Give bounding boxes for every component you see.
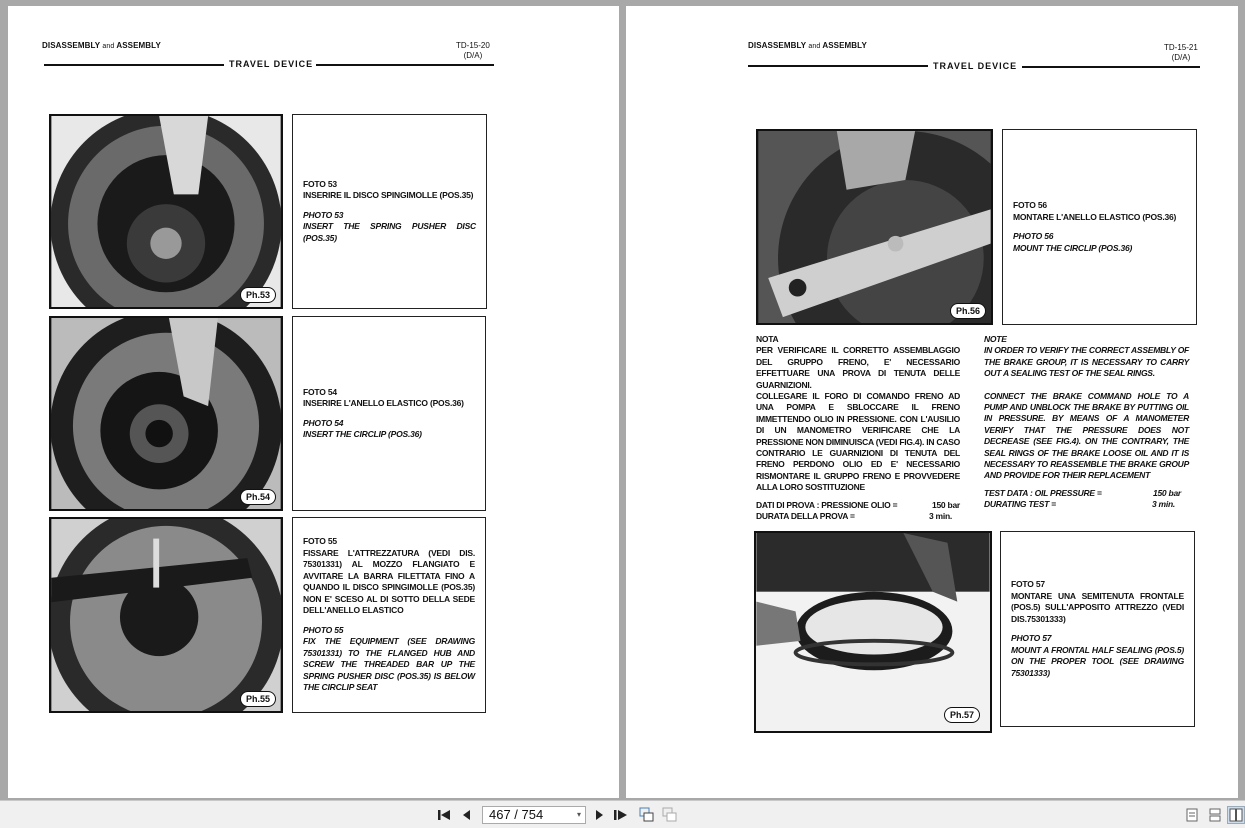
fit-width-button[interactable]	[661, 806, 679, 824]
caption-title-it: FOTO 57	[1011, 579, 1045, 589]
page-code-sub: (D/A)	[463, 51, 483, 60]
photo-label: Ph.54	[240, 489, 276, 505]
caption-text-it: INSERIRE IL DISCO SPINGIMOLLE (POS.35)	[303, 190, 474, 201]
photo-label: Ph.56	[950, 303, 986, 319]
fit-page-icon	[639, 807, 655, 823]
caption-title-en: PHOTO 56	[1013, 231, 1054, 241]
test-data-label: DURATING TEST =	[984, 499, 1056, 510]
previous-page-button[interactable]	[458, 806, 476, 824]
page-code-number: TD-15-20	[456, 41, 490, 50]
last-page-icon	[614, 809, 628, 821]
test-data-value: 150 bar	[931, 499, 960, 510]
caption-text-en: MOUNT A FRONTAL HALF SEALING (POS.5) ON THE PROPER TOOL (SEE DRAWING 75301333)	[1011, 644, 1184, 678]
test-data-row	[984, 488, 1189, 499]
caption-text-it: INSERIRE L'ANELLO ELASTICO (POS.36)	[303, 398, 464, 408]
caption-title-en: PHOTO 53	[303, 209, 344, 220]
test-data-value: 3 min.	[928, 511, 952, 522]
caption-box	[292, 114, 487, 309]
photo-ph53	[49, 114, 283, 309]
caption-title-it: FOTO 55	[303, 536, 337, 547]
continuous-page-icon	[1209, 808, 1221, 822]
header-text: DISASSEMBLY	[42, 41, 101, 50]
page-number-selector[interactable]	[482, 806, 586, 824]
page-code	[456, 41, 490, 61]
two-page-view-button[interactable]	[1227, 806, 1245, 824]
photo-ph57	[754, 531, 992, 733]
note-paragraph: CONNECT THE BRAKE COMMAND HOLE TO A PUMP AND UNBLOCK THE BRAKE BY PUTTING OIL IN PRESSURE. BY MEANS OF A MANOMETER VERIFY THAT THE PRESSURE DOES NOT DECREASE (SEE FIG.4). ON THE CONTRARY, THE SEAL RINGS OF THE BRAKE LOOSE OIL AND IT IS NECESSARY TO REASSEMBLE THE BRAKE GROUP AND PROVIDE FOR THEIR REPLACEMENT	[984, 390, 1189, 481]
page-code-sub: (D/A)	[1171, 53, 1191, 62]
section-title: TRAVEL DEVICE	[933, 61, 1018, 71]
test-data-value: 3 min.	[1151, 499, 1175, 510]
two-page-icon	[1229, 808, 1243, 822]
note-paragraph: PER VERIFICARE IL CORRETTO ASSEMBLAGGIO DEL GRUPPO FRENO, E' NECESSARIO EFFETTUARE UNA PROVA DI TENUTA DELLE GUARNIZIONI.	[756, 345, 960, 390]
caption-box	[1002, 129, 1197, 325]
test-data-label: TEST DATA : OIL PRESSURE =	[984, 487, 1102, 498]
test-data-label: DATI DI PROVA : PRESSIONE OLIO =	[756, 499, 898, 510]
fit-page-button[interactable]	[638, 806, 656, 824]
seal-ring-photo	[756, 533, 990, 731]
last-page-button[interactable]	[612, 806, 630, 824]
caption-box	[292, 316, 486, 511]
page-td-15-20	[8, 6, 619, 798]
flange-disc-photo	[51, 116, 281, 307]
note-title: NOTA	[756, 334, 779, 344]
note-english	[984, 334, 1189, 511]
first-page-icon	[438, 809, 452, 821]
caption-title-it: FOTO 53	[303, 178, 337, 189]
note-title: NOTE	[984, 334, 1007, 344]
caption-title-it: FOTO 56	[1013, 200, 1047, 210]
caption-text-en: MOUNT THE CIRCLIP (POS.36)	[1013, 242, 1133, 253]
page-number-value: 467 / 754	[489, 807, 544, 822]
photo-ph55	[49, 517, 283, 713]
first-page-button[interactable]	[436, 806, 454, 824]
fit-width-icon	[662, 807, 678, 823]
caption-text-it: MONTARE L'ANELLO ELASTICO (POS.36)	[1013, 211, 1177, 222]
page-code-number: TD-15-21	[1164, 43, 1198, 52]
header-rule-left	[44, 64, 224, 66]
test-data-value: 150 bar	[1152, 487, 1181, 498]
test-data-row	[756, 500, 960, 511]
header-text: ASSEMBLY	[822, 41, 867, 50]
single-page-icon	[1186, 808, 1198, 822]
continuous-view-button[interactable]	[1206, 806, 1224, 824]
flange-circlip-photo	[51, 318, 281, 509]
photo-ph56	[756, 129, 993, 325]
caption-text-en: FIX THE EQUIPMENT (SEE DRAWING 75301331) TO THE FLANGED HUB AND SCREW THE THREADED BAR UP THE SPRING PUSHER DISC (POS.35) IS BELOW THE CIRCLIP SEAT	[303, 636, 475, 693]
next-page-icon	[594, 809, 604, 821]
header-text: and	[102, 43, 115, 50]
header-rule-right	[316, 64, 494, 66]
viewer-toolbar	[0, 800, 1245, 828]
caption-text-it: FISSARE L'ATTREZZATURA (VEDI DIS. 75301331) AL MOZZO FLANGIATO E AVVITARE LA BARRA FILETTATA FINO A QUANDO IL DISCO SPINGIMOLLE (POS.35) NON E' SCESO AL DI SOTTO DELLA SEDE DELL'ANELLO ELASTICO	[303, 547, 475, 616]
header-text: DISASSEMBLY	[748, 41, 807, 50]
single-page-view-button[interactable]	[1183, 806, 1201, 824]
test-data-row	[984, 499, 1189, 510]
test-data-row	[756, 511, 960, 522]
section-title: TRAVEL DEVICE	[229, 59, 314, 69]
header-rule-left	[748, 65, 928, 67]
photo-label: Ph.55	[240, 691, 276, 707]
caption-title-en: PHOTO 57	[1011, 633, 1052, 643]
chevron-down-icon[interactable]: ▾	[576, 810, 581, 819]
flange-tool-photo	[51, 519, 281, 711]
caption-text-en: INSERT THE SPRING PUSHER DISC (POS.35)	[303, 221, 476, 243]
circlip-mounting-photo	[758, 131, 991, 323]
header-text: ASSEMBLY	[116, 41, 161, 50]
caption-text-it: MONTARE UNA SEMITENUTA FRONTALE (POS.5) SULL'APPOSITO ATTREZZO (VEDI DIS.75301333)	[1011, 590, 1184, 624]
header-text: and	[808, 43, 821, 50]
note-paragraph: COLLEGARE IL FORO DI COMANDO FRENO AD UNA POMPA E SBLOCCARE IL FRENO IMMETTENDO OLIO IN PRESSIONE. CON L'AUSILIO DI UN MANOMETRO VERIFICARE CHE LA PRESSIONE NON DIMINUISCA (VEDI FIG.4). IN CASO CONTRARIO LE GUARNIZIONI DI TENUTA DEL FRENO PERDONO OLIO ED E' NECESSARIO RISMONTARE IL GRUPPO FRENO E PROVVEDERE ALLA LORO SOSTITUZIONE	[756, 391, 960, 493]
note-paragraph: IN ORDER TO VERIFY THE CORRECT ASSEMBLY OF THE BRAKE GROUP, IT IS NECESSARY TO CARRY OUT A SEALING TEST OF THE SEAL RINGS.	[984, 345, 1189, 379]
caption-box	[1000, 531, 1195, 727]
caption-text-en: INSERT THE CIRCLIP (POS.36)	[303, 429, 422, 439]
photo-ph54	[49, 316, 283, 511]
next-page-button[interactable]	[590, 806, 608, 824]
page-code	[1164, 43, 1198, 63]
prev-page-icon	[462, 809, 472, 821]
caption-title-en: PHOTO 55	[303, 624, 344, 635]
caption-title-it: FOTO 54	[303, 386, 337, 397]
photo-label: Ph.53	[240, 287, 276, 303]
page-td-15-21	[626, 6, 1238, 798]
page-header-left	[748, 41, 867, 50]
header-rule-right	[1022, 66, 1200, 68]
test-data-label: DURATA DELLA PROVA =	[756, 511, 855, 522]
note-italian	[756, 334, 960, 523]
caption-box	[292, 517, 486, 713]
caption-title-en: PHOTO 54	[303, 417, 344, 428]
photo-label: Ph.57	[944, 707, 980, 723]
page-header-left	[42, 41, 161, 50]
